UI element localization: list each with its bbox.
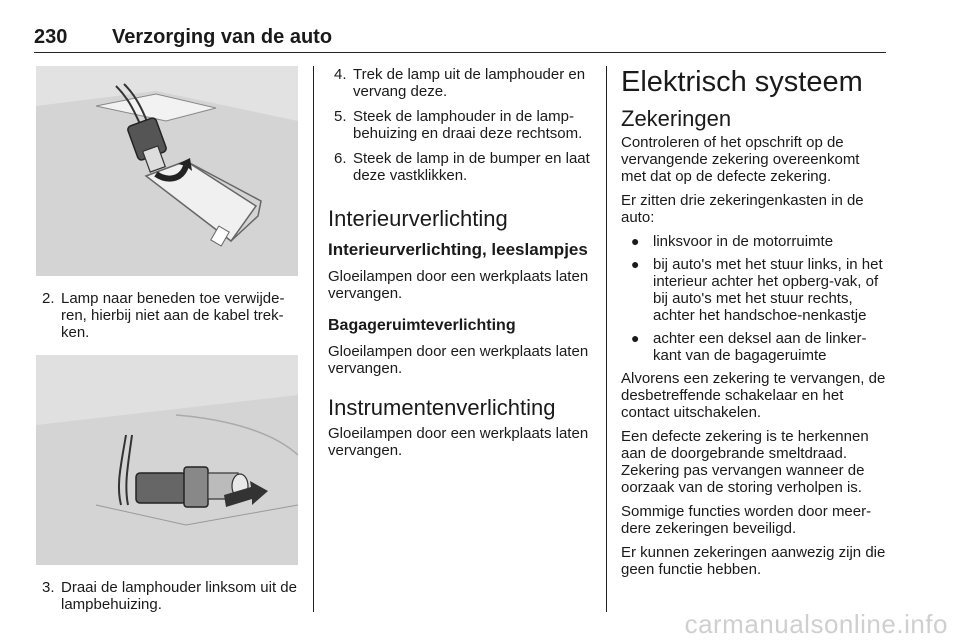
paragraph: Er kunnen zekeringen aanwezig zijn die geen functie hebben. bbox=[621, 544, 886, 578]
bullet-icon: ● bbox=[631, 233, 640, 249]
lampholder-illustration bbox=[36, 355, 298, 565]
steps-col1-a bbox=[36, 290, 298, 341]
list-item: ● bij auto's met het stuur links, in het interieur achter het opberg-vak, of bij auto's met het stuur rechts, achter het handschoe-nenkastje bbox=[631, 256, 883, 324]
page-header bbox=[34, 22, 886, 53]
paragraph: Gloeilampen door een werkplaats laten vervangen. bbox=[328, 343, 589, 377]
step-text: Steek de lamphouder in de lamp-behuizing en draai deze rechtsom. bbox=[353, 108, 583, 142]
paragraph: Gloeilampen door een werkplaats laten vervangen. bbox=[328, 268, 589, 302]
paragraph: Alvorens een zekering te vervangen, de desbetreffende schakelaar en het contact uitschakelen. bbox=[621, 370, 886, 421]
page-title: Verzorging van de auto bbox=[112, 26, 333, 48]
paragraph: Er zitten drie zekeringenkasten in de auto: bbox=[621, 192, 864, 226]
figure-lampholder bbox=[36, 355, 298, 565]
section-heading-electrical: Elektrisch systeem bbox=[621, 66, 863, 98]
step-text: Lamp naar beneden toe verwijde-ren, hierbij niet aan de kabel trek-ken. bbox=[61, 290, 285, 341]
step-item bbox=[328, 150, 590, 184]
column-right bbox=[621, 66, 886, 585]
step-item bbox=[328, 108, 590, 142]
subheading-reading-lamps: Interieurverlichting, leeslampjes bbox=[328, 240, 588, 259]
step-number: 2. bbox=[42, 290, 55, 307]
paragraph: Sommige functies worden door meer-dere zekeringen beveiligd. bbox=[621, 503, 872, 537]
section-heading-interior: Interieurverlichting bbox=[328, 206, 508, 231]
bullet-icon: ● bbox=[631, 330, 640, 346]
bullet-icon: ● bbox=[631, 256, 640, 272]
paragraph: Controleren of het opschrift op de vervangende zekering overeenkomt met dat op de defecte zekering. bbox=[621, 134, 860, 185]
steps-col2 bbox=[328, 66, 590, 184]
column-divider bbox=[606, 66, 607, 612]
list-item: ● achter een deksel aan de linker-kant van de bagageruimte bbox=[631, 330, 867, 364]
fuse-box-list bbox=[621, 233, 886, 364]
subheading-luggage-light: Bagageruimteverlichting bbox=[328, 317, 516, 334]
column-left bbox=[36, 66, 298, 627]
figure-lamp-removal bbox=[36, 66, 298, 276]
page-number: 230 bbox=[34, 26, 68, 48]
step-text: Trek de lamp uit de lamphouder en vervang deze. bbox=[353, 66, 586, 100]
watermark: carmanualsonline.info bbox=[684, 609, 948, 639]
step-item bbox=[36, 290, 298, 341]
step-number: 3. bbox=[42, 579, 55, 596]
step-text: Draai de lamphouder linksom uit de lampbehuizing. bbox=[61, 579, 297, 613]
step-number: 5. bbox=[334, 108, 347, 125]
step-text: Steek de lamp in de bumper en laat deze vastklikken. bbox=[353, 150, 590, 184]
lamp-removal-illustration bbox=[36, 66, 298, 276]
step-item bbox=[36, 579, 298, 613]
section-heading-instruments: Instrumentenverlichting bbox=[328, 395, 556, 420]
column-divider bbox=[313, 66, 314, 612]
column-middle bbox=[328, 66, 590, 466]
paragraph: Gloeilampen door een werkplaats laten vervangen. bbox=[328, 425, 589, 459]
paragraph: Een defecte zekering is te herkennen aan de doorgebrande smeltdraad. Zekering pas vervangen wanneer de oorzaak van de storing verholpen is. bbox=[621, 428, 869, 496]
subheading-fuses: Zekeringen bbox=[621, 106, 732, 131]
step-number: 6. bbox=[334, 150, 347, 167]
step-item bbox=[328, 66, 590, 100]
list-item: ● linksvoor in de motorruimte bbox=[631, 233, 834, 250]
step-number: 4. bbox=[334, 66, 347, 83]
steps-col1-b bbox=[36, 579, 298, 613]
